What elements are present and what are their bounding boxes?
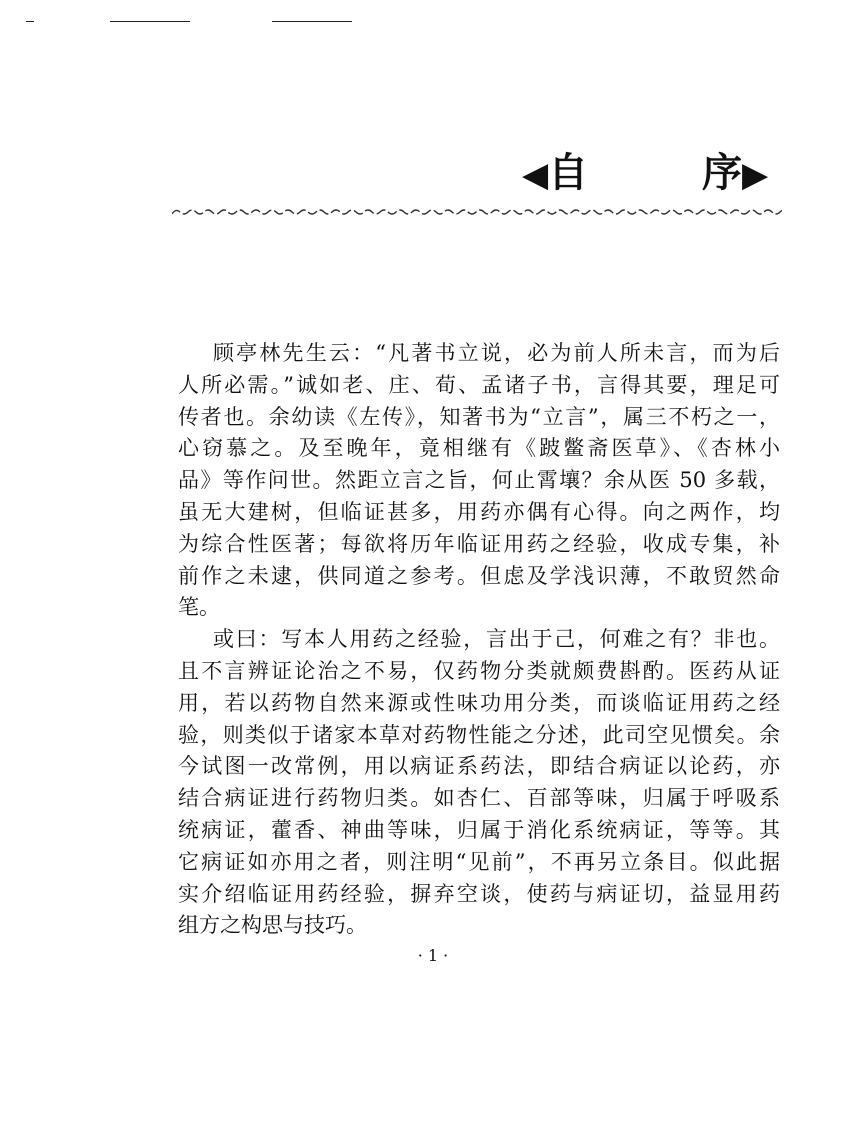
page-number: · 1 ·: [417, 946, 449, 965]
text-line: 或曰：写本人用药之经验，言出于己，何难之有？非也。: [213, 627, 780, 652]
text-line: 统病证，藿香、神曲等味，归属于消化系统病证，等等。其: [178, 817, 780, 842]
text-line: 顾亭林先生云：“凡著书立说，必为前人所未言，而为后: [213, 341, 780, 365]
decorative-wave-divider: [172, 206, 782, 218]
text-line: 品》等作问世。然距立言之旨，何止霄壤？余从医 50 多载，: [178, 468, 780, 493]
preface-body: [178, 338, 780, 942]
left-triangle-icon: ◀: [522, 155, 549, 195]
right-triangle-icon: ▶: [742, 155, 769, 195]
text-line: 为综合性医著；每欲将历年临证用药之经验，收成专集，补: [178, 531, 780, 556]
text-line: 今试图一改常例，用以病证系药法，即结合病证以论药，亦: [178, 754, 780, 779]
text-line: 人所必需。”诚如老、庄、荀、孟诸子书，言得其要，理足可: [178, 372, 780, 397]
text-line: 虽无大建树，但临证甚多，用药亦偶有心得。向之两作，均: [178, 499, 780, 524]
text-line: 实介绍临证用药经验，摒弃空谈，使药与病证切，益显用药: [178, 881, 780, 906]
scan-mark: [110, 21, 190, 22]
chapter-title-left: [522, 150, 588, 198]
text-line: 传者也。余幼读《左传》，知著书为“立言”，属三不朽之一，: [178, 404, 780, 429]
text-line: 结合病证进行药物归类。如杏仁、百部等味，归属于呼吸系: [178, 786, 780, 811]
text-line: 验，则类似于诸家本草对药物性能之分述，此司空见惯矣。余: [178, 722, 780, 747]
text-line: 心窃慕之。及至晚年，竟相继有《跛鳖斋医草》、《杏林小: [178, 436, 780, 461]
scan-mark: [272, 21, 352, 22]
text-line: 前作之未逮，供同道之参考。但虑及学浅识薄，不敢贸然命: [178, 563, 780, 588]
text-line: 且不言辨证论治之不易，仅药物分类就颇费斟酌。医药从证: [178, 658, 780, 683]
paragraph: [178, 624, 780, 942]
text-line: 它病证如亦用之者，则注明“见前”，不再另立条目。似此据: [178, 849, 780, 874]
text-line: 组方之构思与技巧。: [178, 913, 367, 938]
title-char-2: 序: [702, 149, 742, 196]
title-char-1: 自: [548, 149, 589, 196]
paragraph: [178, 338, 780, 624]
chapter-title-right: [702, 150, 768, 198]
text-line: 笔。: [178, 595, 220, 620]
scan-mark: [26, 21, 34, 22]
text-line: 用，若以药物自然来源或性味功用分类，而谈临证用药之经: [178, 690, 780, 715]
